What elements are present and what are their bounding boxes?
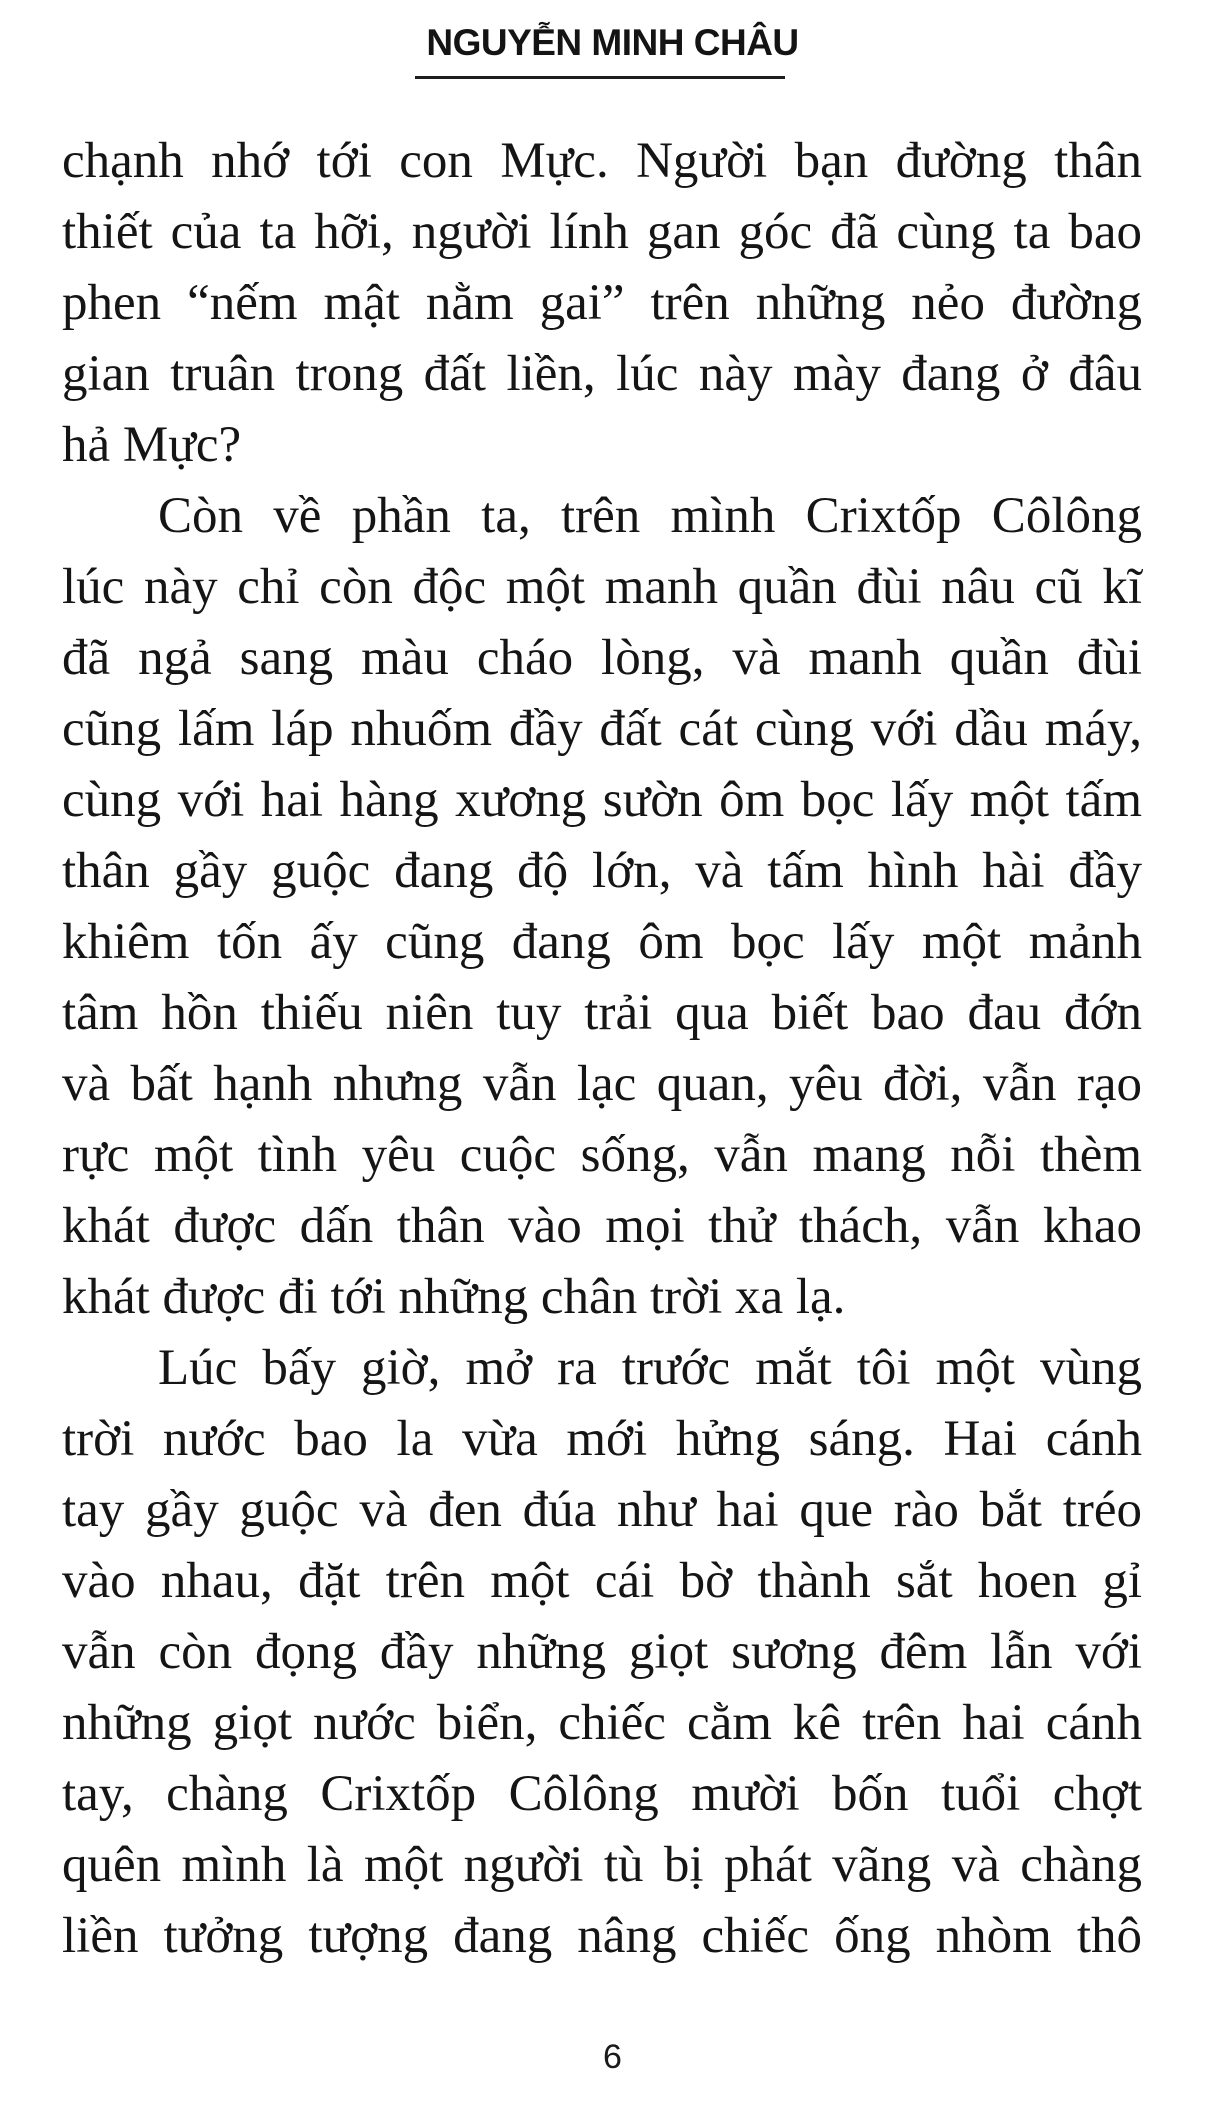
text-line: khát được đi tới những chân trời xa lạ. bbox=[62, 1269, 846, 1325]
text-line: tay gầy guộc và đen đúa như hai que rào bắt tréo bbox=[62, 1482, 1142, 1538]
text-line: rực một tình yêu cuộc sống, vẫn mang nỗi thèm bbox=[62, 1127, 1142, 1183]
text-line: quên mình là một người tù bị phát vãng và chàng bbox=[62, 1837, 1142, 1893]
text-line: cũng lấm láp nhuốm đầy đất cát cùng với dầu máy, bbox=[62, 701, 1142, 757]
text-line: khát được dấn thân vào mọi thử thách, vẫn khao bbox=[62, 1198, 1142, 1254]
text-line: đã ngả sang màu cháo lòng, và manh quần đùi bbox=[62, 630, 1142, 686]
text-line: Lúc bấy giờ, mở ra trước mắt tôi một vùng bbox=[158, 1340, 1142, 1396]
text-line: liền tưởng tượng đang nâng chiếc ống nhòm thô bbox=[62, 1908, 1142, 1964]
text-line: hả Mực? bbox=[62, 417, 242, 473]
text-line: khiêm tốn ấy cũng đang ôm bọc lấy một mảnh bbox=[62, 914, 1142, 970]
text-line: tay, chàng Crixtốp Côlông mười bốn tuổi chợt bbox=[62, 1766, 1142, 1822]
text-line: chạnh nhớ tới con Mực. Người bạn đường thân bbox=[62, 133, 1142, 189]
text-line: trời nước bao la vừa mới hửng sáng. Hai cánh bbox=[62, 1411, 1142, 1467]
text-line: Còn về phần ta, trên mình Crixtốp Côlông bbox=[158, 488, 1142, 544]
page-number: 6 bbox=[603, 2038, 622, 2076]
text-line: vẫn còn đọng đầy những giọt sương đêm lẫn với bbox=[62, 1624, 1142, 1680]
text-line: lúc này chỉ còn độc một manh quần đùi nâu cũ kĩ bbox=[62, 559, 1142, 615]
text-line: cùng với hai hàng xương sườn ôm bọc lấy một tấm bbox=[62, 772, 1142, 828]
text-line: phen “nếm mật nằm gai” trên những nẻo đường bbox=[62, 275, 1142, 331]
text-line: thiết của ta hỡi, người lính gan góc đã cùng ta bao bbox=[62, 204, 1142, 260]
author-name: NGUYỄN MINH CHÂU bbox=[426, 22, 799, 63]
text-line: gian truân trong đất liền, lúc này mày đang ở đâu bbox=[62, 346, 1142, 402]
body-text bbox=[62, 126, 1142, 1972]
header-rule bbox=[415, 76, 785, 79]
text-line: tâm hồn thiếu niên tuy trải qua biết bao đau đớn bbox=[62, 985, 1142, 1041]
text-line: thân gầy guộc đang độ lớn, và tấm hình hài đầy bbox=[62, 843, 1142, 899]
text-line: và bất hạnh nhưng vẫn lạc quan, yêu đời, vẫn rạo bbox=[62, 1056, 1142, 1112]
text-line: những giọt nước biển, chiếc cằm kê trên hai cánh bbox=[62, 1695, 1142, 1751]
text-line: vào nhau, đặt trên một cái bờ thành sắt hoen gỉ bbox=[62, 1553, 1142, 1609]
running-header bbox=[0, 24, 1225, 61]
